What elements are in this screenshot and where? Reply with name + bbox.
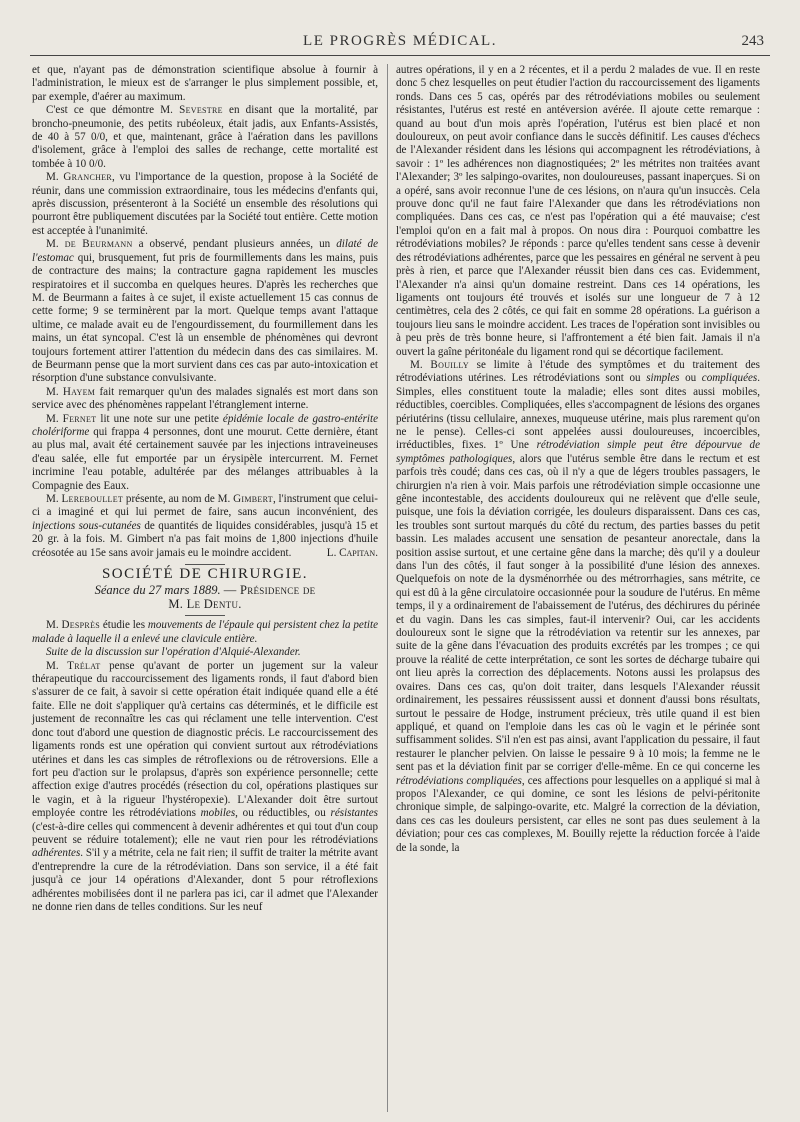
session-president: M. Le Dentu. (168, 597, 242, 612)
emphasis-text: simples (646, 372, 680, 385)
section-rule (185, 615, 225, 616)
author-signature: L. Capitan. (326, 546, 378, 559)
session-heading: Séance du 27 mars 1889. — Présidence de (94, 583, 316, 598)
emphasis-text: mouvements de l'épaule qui persistent chez la petite malade à laquelle il a enlevé une clavicule entière. (32, 619, 379, 645)
page-number: 243 (741, 33, 764, 49)
left-column (32, 64, 378, 914)
paragraph: M. Grancher, vu l'importance de la question, propose à la Société de réunir, dans une commission extraordinaire, tous les médecins d'enfants qui, après discussion, présenteront à la Société un ensemble des résolutions qui pourront être publiquement discutées par la Société tout entière. Cette motion est acceptée à l'unanimité. (32, 171, 378, 237)
emphasis-text: résistantes (330, 807, 378, 820)
person-name: Bouilly (430, 358, 469, 371)
column-divider (387, 64, 388, 1112)
emphasis-text: rétrodéviation simple peut être dépourvue de symptômes pathologiques (396, 439, 760, 465)
person-name: Lereboullet (61, 493, 124, 505)
right-column (396, 64, 760, 855)
person-name: Hayem (62, 385, 96, 398)
emphasis-text: injections sous-cutanées (32, 519, 141, 532)
emphasis-text: adhérentes (32, 847, 81, 860)
paragraph: M. Trélat pense qu'avant de porter un jugement sur la valeur thérapeutique du raccourcissement des ligaments ronds, il faut d'abord bien s'assurer de ce fait, à savoir si cette opération était indiquée quand elle a été faite. Elle ne doit s'appliquer qu'à certains cas déterminés, et le difficile est justement de reconnaître les cas qui réclament une telle intervention. C'est donc tout d'abord une question de diagnostic précis. Le raccourcissement des ligaments ronds est une opération qui convient surtout aux rétrodéviations utérines et dans les cas simples de rétroflexions ou de rétroversions. Elle a fort peu d'action sur le prolapsus, d'après son expérience personnelle; cette affection exige d'autres procédés (résection du col, opérations plastiques sur le vagin, et à la rigueur l'hystéropexie). L'Alexander doit être surtout employée contre les rétrodéviations mobiles, ou réductibles, ou résistantes (c'est-à-dire celles qui commencent à devenir adhérentes et qui tout d'un coup peuvent se réduire totalement); elle ne vaut rien pour les rétrodéviations adhérentes. S'il y a métrite, cela ne fait rien; il suffit de traiter la métrite avant d'entreprendre la cure de la rétrodéviation. Dans son service, il a été fait jusqu'à ce jour 14 opérations d'Alexander, dont 5 pour rétroflexions adhérentes mobilisées dont il ne parlera pas ici, car il admet que l'Alexander ne donne rien dans de telles conditions. Sur les neuf (32, 659, 379, 913)
emphasis-text: compliquées (701, 372, 758, 385)
paragraph: M. Desprès étudie les mouvements de l'épaule qui persistent chez la petite malade à laquelle il a enlevé une clavicule entière. (32, 619, 379, 645)
paragraph: autres opérations, il y en a 2 récentes, et il a perdu 2 malades de vue. Il en reste donc 5 chez lesquelles on peut étudier l'action du raccourcissement des ligaments ronds. Dans ces 5 cas, opérés par des rétrodéviations mobiles ou seulement résistantes, l'utérus est resté en antéversion avérée. Il ajoute cette remarque : quand au bout d'un mois après l'opération, l'utérus est bien placé et non douloureux, on peut avoir confiance dans le succès définitif. Les causes d'échecs de l'Alexander résident dans les lésions qui accompagnent les rétrodéviations, à savoir : 1º les adhérences non diagnostiquées; 2º les métrites non traitées avant l'Alexander; 3º les salpingo-ovarites, non douloureuses, passant inaperçues. Si on a opéré, sans avoir reconnue l'une de ces lésions, on n'aura qu'un insuccès. Cela prouve donc qu'il ne faut faire l'Alexander que dans les rétrodéviations non compliquées. Dans ces cas, ce n'est pas l'opération qui a été mauvaise; c'est l'emploi qu'on en a fait mal à propos. On nous dira : Pourquoi combattre les rétrodéviations mobiles? Je réponds : parce qu'elles tendent sans cesse à devenir des rétrodéviations adhérentes, parce que les pessaires en général ne servent à peu près à rien, et parce que l'Alexander réussit bien dans ces cas. Evidemment, l'Alexander n'a ainsi qu'un domaine restreint. Dans ces 14 opérations, les ligaments ont toujours été trouvés et isolés sur une longueur de 7 à 12 centimètres, cela des 2 côtés, ce qui fait en somme 28 opérations. La guérison a toujours lieu sans le moindre accident. Les traces de l'opération sont invisibles ou à peu près de très bonne heure, si l'affrontement a été bien fait. Jamais il n'a ouvert la gaîne péritonéale du ligament rond qui se décortique facilement. (396, 64, 760, 358)
section-title: SOCIÉTÉ DE CHIRURGIE. (101, 566, 309, 583)
paragraph: M. Hayem fait remarquer qu'un des malades signalés est mort dans son service avec des phénomènes rappelant l'étranglement interne. (32, 385, 378, 412)
running-title: LE PROGRÈS MÉDICAL. (303, 33, 497, 49)
paragraph: et que, n'ayant pas de démonstration scientifique absolue à fournir à l'administration, le mieux est de s'arranger le plus simplement possible, et, par exemple, d'aérer au maximum. (32, 64, 378, 103)
person-name: de Beurmann (64, 238, 133, 251)
person-name: Grancher (63, 171, 112, 184)
paragraph: C'est ce que démontre M. Sevestre en disant que la mortalité, par broncho-pneumonie, des petits rubéoleux, était jadis, aux Enfants-Assistés, de 40 à 57 0/0, et que, maintenant, grâce à l'aération dans les pavillons d'isolement, grâce à l'emploi des salles de rechange, cette mortalité est tombée à 10 0/0. (32, 104, 378, 170)
paragraph: M. Fernet lit une note sur une petite épidémie locale de gastro-entérite cholériforme qui frappa 4 personnes, dont une mourut. Cette dernière, étant au plus mal, avait été certainement sauvée par les injections intraveineuses d'eau salée, elle fut emportée par un érysipèle intercurrent. M. Fernet incrimine l'eau potable, adultérée par des mélanges attribuables à la Compagnie des Eaux. (32, 412, 379, 492)
emphasis-text: dilaté de l'estomac (32, 238, 379, 264)
person-name: Fernet (62, 412, 97, 425)
section-rule (185, 564, 225, 565)
person-name: Gimbert (233, 493, 273, 505)
header-rule (30, 55, 770, 56)
emphasis-text: mobiles (200, 807, 236, 820)
emphasis-text: épidémie locale de gastro-entérite cholériforme (32, 412, 379, 438)
paragraph: M. Bouilly se limite à l'étude des symptômes et du traitement des rétrodéviations utérines. Les rétrodéviations sont ou simples ou compliquées. Simples, elles constituent toute la maladie; elles sont dites aussi mobiles, réductibles, coercibles. Compliquées, elles s'accompagnent de lésions des organes périutérins (tissu cellulaire, annexes, muqueuse utérine, mais plus rarement qu'on ne le pense). Celles-ci sont appelées aussi douloureuses, incoercibles, irréductibles, fixes. 1º Une rétrodéviation simple peut être dépourvue de symptômes pathologiques, alors que l'utérus semble être dans le rectum et est parfois très coudé; dans ces cas, où il n'y a que de légers troubles passagers, le chirurgien n'a rien à voir. Mais parfois une rétrodéviation simple occasionne une gêne incontestable, des accidents douloureux qui ne relèvent que d'elle seule, puisque, une fois la déviation corrigée, les douleurs disparaissent. Dans ces cas, les troubles sont surtout marqués du côté du rectum, des parties basses du petit bassin. Les malades accusent une sensation de pesanteur anorectale, dans la position assise surtout, et une certaine gêne dans la marche; dès qu'il y a douleur dans l'un des côtés, il faut songer à la possibilité d'une lésion des annexes. Quelquefois on note de la dysménorrhée ou des métrorrhagies, sans métrite, ce qui est dû à la gêne circulatoire occasionnée pour la soudure de l'utérus. En même temps, il y a ordinairement de l'abaissement de l'utérus, des déchirures du périnée et du vagin. Dans les cas simples, faut-il intervenir? Oui, car les accidents douloureux sont le signe que la rétrodéviation va retentir sur les annexes, par suite de la gêne dans l'évacuation des produits excrétés par les trompes ; ce qui prouve la réalité de cette interprétation, ce sont les sortes de décharge tubaire qui ont lieu après la correction des déplacements. Notons aussi les prolapsus des ovaires. Dans ces cas, qu'on doit traiter, dans lesquels l'Alexander réussit ordinairement, les pessaires réussissent aussi et donnent d'aussi bons résultats, surtout le pessaire de Hodge, instrument précieux, très utile quand il est bien appliqué, et quand on l'emploie dans les cas où le vagin et le périnée sont suffisamment solides. S'il n'en est pas ainsi, avant l'application du pessaire, il faut restaurer le plancher pelvien. On laisse le pessaire 9 à 10 mois; la femme ne le sent pas et la déviation finit par se corriger d'elle-même. En ce qui concerne les rétrodéviations compliquées, ces affections pour lesquelles on a appliqué si mal à propos l'Alexander, ce qui domine, ce sont les lésions de pelvi-péritonite chronique simple, de salpingo-ovarite, etc. Malgré la correction de la déviation, dans ces cas les douleurs persistent, car elles ne sont pas dues seulement à la déviation; pour ces cas complexes, M. Bouilly rejette la réduction forcée à l'aide de la sonde, la (396, 358, 761, 854)
person-name: Sevestre (179, 104, 223, 117)
person-name: Desprès (61, 619, 101, 632)
paragraph: M. Lereboullet présente, au nom de M. Gimbert, l'instrument que celui-ci a imaginé et qui lui permet de faire, sans aucun inconvénient, des injections sous-cutanées de quantités de liquides considérables, jusqu'à 15 et 20 gr. à la fois. M. Gimbert n'a pas fait moins de 1,800 injections d'huile créosotée au 15e sans avoir jamais eu le moindre accident. L. Capitan. (32, 493, 379, 559)
emphasis-text: rétrodéviations compliquées (396, 774, 522, 787)
discussion-subheading: Suite de la discussion sur l'opération d'Alquié-Alexander. (46, 646, 301, 659)
page-header (0, 0, 800, 52)
paragraph: M. de Beurmann a observé, pendant plusieurs années, un dilaté de l'estomac qui, brusquement, fut pris de fourmillements dans les mains, puis de contracture des mains; la contracture gagna rapidement les muscles respiratoires et il succomba en quelques heures. D'après les recherches que M. de Beurmann a faites à ce sujet, il existe actuellement 15 cas connus de cette forme; 9 se terminèrent par la mort. Quelque temps avant l'attaque ultime, ce malade avait eu de l'engourdissement, du fourmillement dans les mains, un état syncopal. C'est là un ensemble de phénomènes qui devront toujours fortement attirer l'attention du médecin dans des cas similaires. M. de Beurmann pense que la mort survient dans ces cas par auto-intoxication et résorption d'une substance convulsivante. (32, 238, 379, 385)
person-name: Trélat (67, 659, 101, 672)
